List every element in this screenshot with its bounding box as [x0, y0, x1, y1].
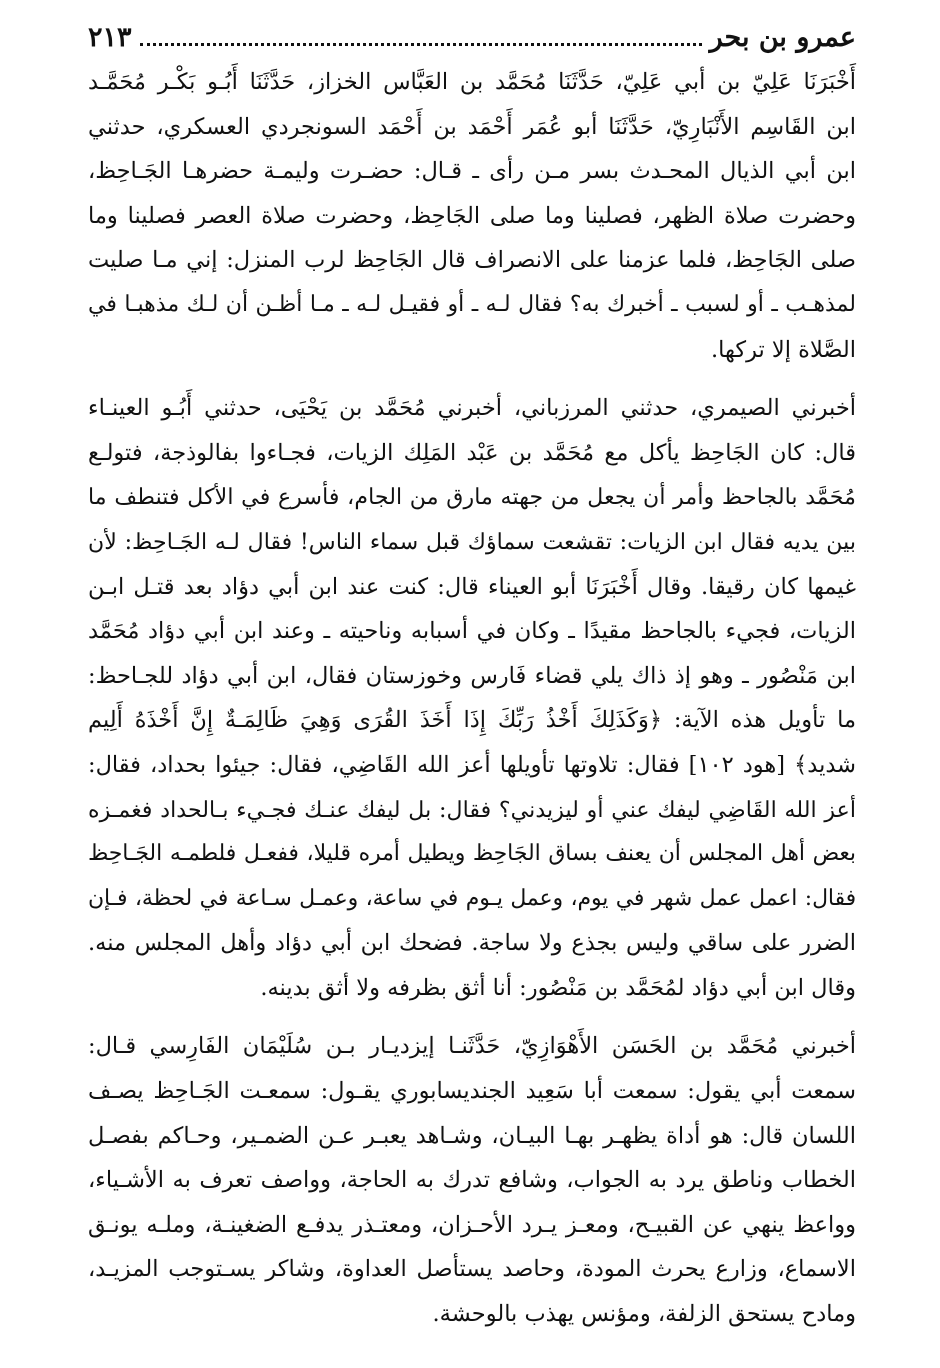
text-line: ابن القَاسِم الأَنْبَارِيّ، حَدَّثَنَا أبو عُمَر أَحْمَد بن أَحْمَد السونجردي العسكري، حدثني	[88, 113, 856, 140]
text-line: مُحَمَّد بالجاحظ وأمر أن يجعل من جهته مارق من الجام، فأسرع في الأكل فتنطف ما	[88, 484, 856, 511]
text-line: فقال: اعمل عمل شهر في يوم، وعمل يـوم في ساعة، وعمـل سـاعة في لحظة، فـإن	[88, 885, 856, 911]
paragraph-1	[88, 60, 856, 372]
text-line: قال: كان الجَاحِظ يأكل مع مُحَمَّد بن عَبْد المَلِك الزيات، فجـاءوا بفالوذجة، فتولـع	[88, 439, 856, 466]
header-title: عمرو بن بحر	[709, 22, 856, 53]
text-line: اللسان قال: هو أداة يظهـر بهـا البيـان، وشـاهد يعبـر عـن الضمـير، وحـاكم بفصـل	[88, 1122, 856, 1149]
text-line: شديد﴾ [هود ١٠٢] فقال: تلاوتها تأويلها أعز الله القَاضِي، فقال: جيئوا بحداد، فقال:	[88, 751, 856, 778]
text-line: لمذهـب ـ أو لسبب ـ أخبرك به؟ فقال لـه ـ أو فقيـل لـه ـ مـا أظـن أن لـك مذهبـا في	[88, 291, 856, 317]
text-line: أخبرني مُحَمَّد بن الحَسَن الأَهْوَازِيّ، حَدَّثَنـا إيزديـار بـن سُلَيْمَان الفَارِسي قـال:	[88, 1033, 856, 1060]
page-number: ٢١٣	[88, 22, 132, 53]
paragraph-gap	[88, 1010, 856, 1024]
text-line: ابن أبي الذيال المحـدث بسر مـن رأى ـ قـال: حضـرت وليمـة حضرهـا الجَـاحِظ،	[88, 158, 856, 185]
paragraph-3	[88, 1024, 856, 1336]
text-line: وواعظ ينهي عن القبيـح، ومعـز يـرد الأحـزان، ومعتـذر يدفـع الضغينـة، وملـه يونـق	[88, 1211, 856, 1238]
text-line: سمعت أبي يقول: سمعت أبا سَعِيد الجنديسابوري يقـول: سمعـت الجَـاحِظ يصـف	[88, 1078, 856, 1105]
text-line: الخطاب وناطق يرد به الجواب، وشافع تدرك به الحاجة، وواصف تعرف به الأشـياء،	[88, 1167, 856, 1194]
text-line: أعز الله القَاضِي ليفك عني أو ليزيدني؟ فقال: بل ليفك عنـك فجـيء بـالحداد فغمـزه	[88, 796, 856, 823]
text-line: الضرر على ساقي وليس بجذع ولا ساجة. فضحك ابن أبي دؤاد وأهل المجلس منه.	[88, 930, 856, 957]
text-line: بعض أهل المجلس أن يعنف بساق الجَاحِظ ويطيل أمره قليلا، ففعـل فلطمـه الجَـاحِظ	[88, 841, 856, 867]
paragraph-2	[88, 386, 856, 1010]
running-header	[88, 20, 856, 56]
paragraph-gap	[88, 372, 856, 386]
quran-verse-line: ما تأويل هذه الآية: ﴿وَكَذَلِكَ أَخْذُ رَبِّكَ إِذَا أَخَذَ القُرَى وَهِيَ ظَالِمَـةٌ إِنَّ أَخْذَهُ أَلِيم	[88, 707, 856, 734]
text-line: ابن مَنْصُور ـ وهو إذ ذاك يلي قضاء فَارس وخوزستان فقال، ابن أبي دؤاد للجـاحظ:	[88, 662, 856, 689]
text-line: أَخْبَرَنَا عَلِيّ بن أبي عَلِيّ، حَدَّثَنَا مُحَمَّد بن العَبَّاس الخزاز، حَدَّثَنَا أَبُـو بَكْـر مُحَمَّـد	[88, 69, 856, 95]
text-line: بين يديه فقال ابن الزيات: تقشعت سماؤك قبل سماء الناس! فقال لـه الجَـاحِظ: لأن	[88, 528, 856, 555]
text-line: وحضرت صلاة الظهر، فصلينا وما صلى الجَاحِظ، وحضرت صلاة العصر فصلينا وما	[88, 202, 856, 229]
text-line: الاسماع، وزارع يحرث المودة، وحاصد يستأصل العداوة، وشاكر يسـتوجب المزيـد،	[88, 1256, 856, 1283]
text-line: وقال ابن أبي دؤاد لمُحَمَّد بن مَنْصُور: أنا أثق بظرفه ولا أثق بدينه.	[260, 974, 856, 1001]
text-line: ومادح يستحق الزلفة، ومؤنس يهذب بالوحشة.	[432, 1301, 856, 1328]
text-line: الزيات، فجيء بالجاحظ مقيدًا ـ وكان في أسبابه وناحيته ـ وعند ابن أبي دؤاد مُحَمَّد	[88, 618, 856, 645]
header-leader-dots	[140, 43, 702, 46]
text-line: غيمها كان رقيقا. وقال أَخْبَرَنَا أبو العيناء قال: كنت عند ابن أبي دؤاد بعد قتـل ابـن	[88, 573, 856, 600]
text-line: أخبرني الصيمري، حدثني المرزباني، أخبرني مُحَمَّد بن يَحْيَى، حدثني أَبُـو العينـاء	[88, 395, 856, 422]
text-line: الصَّلاة إلا تركها.	[711, 336, 856, 363]
text-line: صلى الجَاحِظ، فلما عزمنا على الانصراف قال الجَاحِظ لرب المنزل: إني مـا صليت	[88, 247, 856, 274]
